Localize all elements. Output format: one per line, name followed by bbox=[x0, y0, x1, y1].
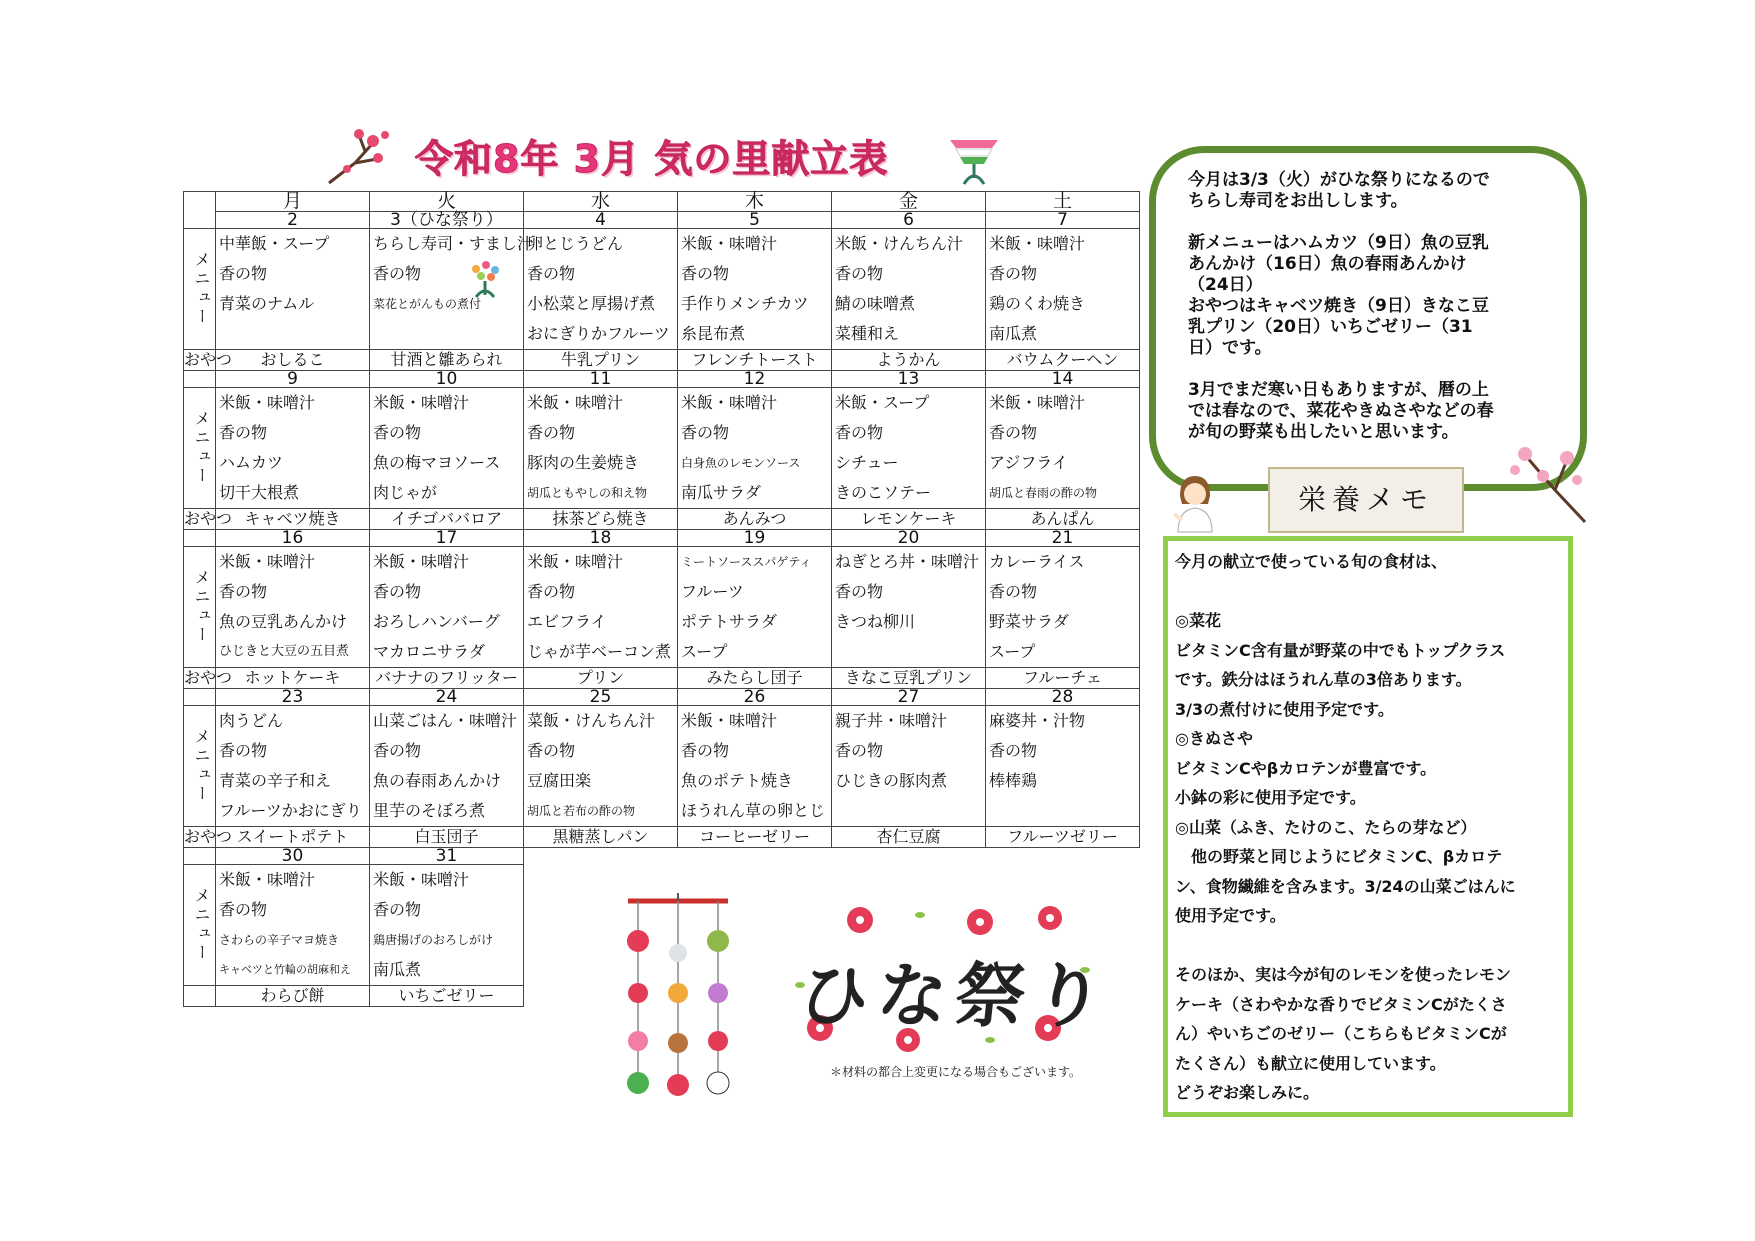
menu-item: 米飯・味噌汁 bbox=[370, 547, 524, 578]
menu-row-label: メニュー bbox=[184, 547, 216, 668]
menu-item: 魚の梅マヨソース bbox=[370, 448, 524, 478]
weekday-fri: 金 bbox=[832, 192, 986, 212]
menu-item: 米飯・味噌汁 bbox=[216, 388, 370, 419]
menu-item: 米飯・味噌汁 bbox=[216, 547, 370, 578]
menu-item: 香の物 bbox=[524, 259, 678, 289]
menu-item: スープ bbox=[678, 637, 832, 668]
bubble-line: 乳プリン（20日）いちごゼリー（31 bbox=[1188, 317, 1473, 337]
menu-item: 豆腐田楽 bbox=[524, 766, 678, 796]
date-cell: 12 bbox=[678, 371, 832, 388]
menu-item: ひじきの豚肉煮 bbox=[832, 766, 986, 796]
bubble-line: （24日） bbox=[1188, 275, 1263, 295]
menu-item: ポテトサラダ bbox=[678, 607, 832, 637]
date-cell: 19 bbox=[678, 530, 832, 547]
menu-item: 香の物 bbox=[216, 418, 370, 448]
hina-mobile-icon bbox=[608, 893, 748, 1108]
menu-item: 米飯・味噌汁 bbox=[524, 388, 678, 419]
snack-row-label: おやつ bbox=[184, 509, 233, 528]
menu-item: 山菜ごはん・味噌汁 bbox=[370, 706, 524, 737]
menu-item: フルーツ bbox=[678, 577, 832, 607]
date-cell: 2 bbox=[216, 212, 370, 229]
menu-item: 香の物 bbox=[678, 418, 832, 448]
date-cell: 17 bbox=[370, 530, 524, 547]
menu-item: 小松菜と厚揚げ煮 bbox=[524, 289, 678, 319]
menu-item: 鶏唐揚げのおろしがけ bbox=[370, 925, 524, 955]
menu-item: 麻婆丼・汁物 bbox=[986, 706, 1140, 737]
snack-item: バナナのフリッター bbox=[370, 668, 524, 689]
weekday-mon: 月 bbox=[216, 192, 370, 212]
menu-item: ほうれん草の卵とじ bbox=[678, 796, 832, 827]
date-cell: 25 bbox=[524, 689, 678, 706]
menu-item: 手作りメンチカツ bbox=[678, 289, 832, 319]
menu-item: 白身魚のレモンソース bbox=[678, 448, 832, 478]
footnote: ＊材料の都合上変更になる場合もございます。 bbox=[830, 1065, 1082, 1079]
menu-item: 胡瓜ともやしの和え物 bbox=[524, 478, 678, 509]
menu-item: 香の物 bbox=[524, 418, 678, 448]
menu-item: 香の物 bbox=[986, 577, 1140, 607]
menu-item: 香の物 bbox=[832, 736, 986, 766]
menu-item: 香の物 bbox=[370, 895, 524, 925]
snack-row-label: おやつ bbox=[184, 668, 233, 687]
date-cell: 18 bbox=[524, 530, 678, 547]
menu-item: ミートソーススパゲティ bbox=[678, 547, 832, 578]
menu-item: 香の物 bbox=[986, 259, 1140, 289]
date-cell: 30 bbox=[216, 848, 370, 865]
menu-item: 胡瓜と春雨の酢の物 bbox=[986, 478, 1140, 509]
snack-item: バウムクーヘン bbox=[986, 350, 1140, 371]
menu-item: 香の物 bbox=[370, 259, 524, 289]
menu-item: 南瓜煮 bbox=[986, 319, 1140, 350]
menu-item: 香の物 bbox=[216, 259, 370, 289]
menu-item: 菜種和え bbox=[832, 319, 986, 350]
date-cell: 31 bbox=[370, 848, 524, 865]
memo-line bbox=[1175, 931, 1567, 961]
menu-item: カレーライス bbox=[986, 547, 1140, 578]
menu-item: 香の物 bbox=[832, 418, 986, 448]
menu-item bbox=[832, 637, 986, 668]
plum-branch-right-icon bbox=[1505, 440, 1595, 525]
tree-icon bbox=[464, 259, 506, 299]
menu-row-label: メニュー bbox=[184, 388, 216, 509]
menu-item: フルーツかおにぎり bbox=[216, 796, 370, 827]
menu-item: 糸昆布煮 bbox=[678, 319, 832, 350]
memo-line: どうぞお楽しみに。 bbox=[1175, 1083, 1320, 1102]
snack-item: ホットケーキ bbox=[216, 668, 370, 689]
menu-item: キャベツと竹輪の胡麻和え bbox=[216, 955, 370, 986]
snack-item: イチゴババロア bbox=[370, 509, 524, 530]
date-cell: 23 bbox=[216, 689, 370, 706]
snack-item: 甘酒と雛あられ bbox=[370, 350, 524, 371]
plum-branch-icon bbox=[325, 125, 395, 187]
snack-row-label: おやつ bbox=[184, 350, 233, 369]
menu-item: 青菜の辛子和え bbox=[216, 766, 370, 796]
menu-item: 香の物 bbox=[370, 577, 524, 607]
menu-item: 青菜のナムル bbox=[216, 289, 370, 319]
menu-item: 胡瓜と若布の酢の物 bbox=[524, 796, 678, 827]
memo-line: 使用予定です。 bbox=[1175, 906, 1286, 925]
bubble-line: 3月でまだ寒い日もありますが、暦の上 bbox=[1188, 380, 1489, 400]
nutritionist-icon bbox=[1170, 470, 1220, 532]
menu-item: 香の物 bbox=[524, 577, 678, 607]
menu-item: 菜花とがんもの煮付 bbox=[370, 289, 524, 319]
page-title: 令和8年 3月 気の里献立表 bbox=[415, 137, 889, 181]
menu-item bbox=[216, 319, 370, 350]
menu-item: スープ bbox=[986, 637, 1140, 668]
menu-item bbox=[986, 796, 1140, 827]
menu-item: 豚肉の生姜焼き bbox=[524, 448, 678, 478]
snack-item: 白玉団子 bbox=[370, 827, 524, 848]
date-cell: 4 bbox=[524, 212, 678, 229]
date-cell: 11 bbox=[524, 371, 678, 388]
date-cell: 6 bbox=[832, 212, 986, 229]
menu-item bbox=[832, 796, 986, 827]
date-cell: 9 bbox=[216, 371, 370, 388]
memo-line: たくさん）も献立に使用しています。 bbox=[1175, 1053, 1446, 1073]
menu-item: 卵とじうどん bbox=[524, 229, 678, 260]
menu-item: 親子丼・味噌汁 bbox=[832, 706, 986, 737]
memo-line: ◎きぬさや bbox=[1175, 729, 1253, 748]
menu-item: 香の物 bbox=[986, 736, 1140, 766]
snack-item: レモンケーキ bbox=[832, 509, 986, 530]
date-cell: 26 bbox=[678, 689, 832, 706]
snack-item: スイートポテト bbox=[216, 827, 370, 848]
menu-item: 里芋のそぼろ煮 bbox=[370, 796, 524, 827]
menu-item: 香の物 bbox=[832, 577, 986, 607]
snack-item: 杏仁豆腐 bbox=[832, 827, 986, 848]
menu-item: 米飯・スープ bbox=[832, 388, 986, 419]
bubble-line: ちらし寿司をお出しします。 bbox=[1188, 191, 1408, 211]
menu-item: 鶏のくわ焼き bbox=[986, 289, 1140, 319]
menu-item: 棒棒鶏 bbox=[986, 766, 1140, 796]
menu-item: マカロニサラダ bbox=[370, 637, 524, 668]
snack-item: あんぱん bbox=[986, 509, 1140, 530]
menu-item: 米飯・けんちん汁 bbox=[832, 229, 986, 260]
menu-row-label: メニュー bbox=[184, 865, 216, 986]
memo-line: ビタミンC含有量が野菜の中でもトップクラス bbox=[1175, 640, 1506, 660]
menu-item: 菜飯・けんちん汁 bbox=[524, 706, 678, 737]
menu-item: 香の物 bbox=[524, 736, 678, 766]
menu-item: 香の物 bbox=[216, 577, 370, 607]
menu-item: 中華飯・スープ bbox=[216, 229, 370, 260]
weekday-tue: 火 bbox=[370, 192, 524, 212]
memo-line: 3/3の煮付けに使用予定です。 bbox=[1175, 699, 1394, 719]
menu-item: 米飯・味噌汁 bbox=[986, 229, 1140, 260]
menu-table bbox=[183, 191, 1140, 1007]
menu-item: エビフライ bbox=[524, 607, 678, 637]
snack-item: ようかん bbox=[832, 350, 986, 371]
menu-item: 魚の豆乳あんかけ bbox=[216, 607, 370, 637]
snack-item: あんみつ bbox=[678, 509, 832, 530]
bubble-line bbox=[1188, 359, 1563, 380]
menu-item: 香の物 bbox=[832, 259, 986, 289]
bubble-line: あんかけ（16日）魚の春雨あんかけ bbox=[1188, 254, 1467, 274]
snack-item: フルーチェ bbox=[986, 668, 1140, 689]
snack-item: コーヒーゼリー bbox=[678, 827, 832, 848]
weekday-sat: 土 bbox=[986, 192, 1140, 212]
menu-item bbox=[370, 319, 524, 350]
menu-item: 香の物 bbox=[986, 418, 1140, 448]
date-cell: 7 bbox=[986, 212, 1140, 229]
bubble-line: 日）です。 bbox=[1188, 338, 1272, 358]
memo-line: ケーキ（さわやかな香りでビタミンCがたくさ bbox=[1175, 994, 1507, 1014]
menu-item: 香の物 bbox=[216, 895, 370, 925]
menu-item: ねぎとろ丼・味噌汁 bbox=[832, 547, 986, 578]
date-cell: 20 bbox=[832, 530, 986, 547]
bubble-line: 新メニューはハムカツ（9日）魚の豆乳 bbox=[1188, 233, 1489, 253]
snack-row-label: おやつ bbox=[184, 827, 233, 846]
date-cell: 13 bbox=[832, 371, 986, 388]
menu-item: ハムカツ bbox=[216, 448, 370, 478]
weekday-wed: 水 bbox=[524, 192, 678, 212]
menu-item: きのこソテー bbox=[832, 478, 986, 509]
date-cell: 28 bbox=[986, 689, 1140, 706]
memo-line: ◎菜花 bbox=[1175, 611, 1221, 630]
menu-item: おにぎりかフルーツ bbox=[524, 319, 678, 350]
memo-title: 栄養メモ bbox=[1268, 467, 1464, 533]
bubble-line: では春なので、菜花やきぬさやなどの春 bbox=[1188, 401, 1494, 421]
menu-item: 香の物 bbox=[678, 736, 832, 766]
snack-item: わらび餅 bbox=[216, 986, 370, 1007]
snack-item: みたらし団子 bbox=[678, 668, 832, 689]
memo-line: ビタミンCやβカロテンが豊富です。 bbox=[1175, 758, 1437, 778]
snack-item: いちごゼリー bbox=[370, 986, 524, 1007]
menu-item: 米飯・味噌汁 bbox=[370, 388, 524, 419]
menu-item: 南瓜サラダ bbox=[678, 478, 832, 509]
menu-item: 米飯・味噌汁 bbox=[678, 229, 832, 260]
menu-item: 魚の春雨あんかけ bbox=[370, 766, 524, 796]
menu-item: さわらの辛子マヨ焼き bbox=[216, 925, 370, 955]
memo-line: ン、食物繊維を含みます。3/24の山菜ごはんに bbox=[1175, 876, 1516, 896]
date-cell: 5 bbox=[678, 212, 832, 229]
memo-line: ん）やいちごのゼリー（こちらもビタミンCが bbox=[1175, 1024, 1507, 1043]
menu-item: 魚のポテト焼き bbox=[678, 766, 832, 796]
memo-line: そのほか、実は今が旬のレモンを使ったレモン bbox=[1175, 965, 1512, 984]
date-cell: 14 bbox=[986, 371, 1140, 388]
menu-item: 米飯・味噌汁 bbox=[216, 865, 370, 896]
snack-item: プリン bbox=[524, 668, 678, 689]
menu-item: 野菜サラダ bbox=[986, 607, 1140, 637]
menu-item: きつね柳川 bbox=[832, 607, 986, 637]
bubble-line: 今月は3/3（火）がひな祭りになるので bbox=[1188, 170, 1490, 190]
memo-text bbox=[1175, 547, 1567, 1108]
menu-item: 米飯・味噌汁 bbox=[370, 865, 524, 896]
menu-item: 米飯・味噌汁 bbox=[678, 388, 832, 419]
date-cell: 3（ひな祭り） bbox=[370, 212, 524, 229]
menu-item: じゃが芋ベーコン煮 bbox=[524, 637, 678, 668]
bubble-text bbox=[1188, 170, 1563, 443]
snack-item: フルーツゼリー bbox=[986, 827, 1140, 848]
memo-line: 他の野菜と同じようにビタミンC、βカロテ bbox=[1175, 847, 1503, 866]
hishimochi-icon bbox=[944, 132, 1004, 187]
menu-item: 南瓜煮 bbox=[370, 955, 524, 986]
menu-row-label: メニュー bbox=[184, 706, 216, 827]
bubble-line: おやつはキャベツ焼き（9日）きなこ豆 bbox=[1188, 296, 1489, 316]
menu-item: ひじきと大豆の五目煮 bbox=[216, 637, 370, 668]
menu-item: 米飯・味噌汁 bbox=[678, 706, 832, 737]
menu-row-label: メニュー bbox=[184, 229, 216, 350]
snack-item: 牛乳プリン bbox=[524, 350, 678, 371]
bubble-line: が旬の野菜も出したいと思います。 bbox=[1188, 422, 1459, 442]
hina-matsuri-title: ひな祭り bbox=[795, 955, 1116, 1037]
menu-item: 切干大根煮 bbox=[216, 478, 370, 509]
memo-line: です。鉄分はほうれん草の3倍あります。 bbox=[1175, 670, 1472, 689]
date-cell: 24 bbox=[370, 689, 524, 706]
menu-item: 肉うどん bbox=[216, 706, 370, 737]
date-cell: 21 bbox=[986, 530, 1140, 547]
snack-item: 抹茶どら焼き bbox=[524, 509, 678, 530]
menu-item: 米飯・味噌汁 bbox=[986, 388, 1140, 419]
menu-item: 香の物 bbox=[678, 259, 832, 289]
date-cell: 10 bbox=[370, 371, 524, 388]
snack-item: おしるこ bbox=[216, 350, 370, 371]
bubble-line bbox=[1188, 212, 1563, 233]
snack-item: きなこ豆乳プリン bbox=[832, 668, 986, 689]
weekday-thu: 木 bbox=[678, 192, 832, 212]
menu-item: シチュー bbox=[832, 448, 986, 478]
menu-item: ちらし寿司・すまし汁 bbox=[370, 229, 524, 260]
menu-item: アジフライ bbox=[986, 448, 1140, 478]
menu-item: おろしハンバーグ bbox=[370, 607, 524, 637]
date-cell: 16 bbox=[216, 530, 370, 547]
menu-item: 肉じゃが bbox=[370, 478, 524, 509]
menu-item: 香の物 bbox=[216, 736, 370, 766]
snack-item: 黒糖蒸しパン bbox=[524, 827, 678, 848]
menu-item: 鯖の味噌煮 bbox=[832, 289, 986, 319]
memo-line: ◎山菜（ふき、たけのこ、たらの芽など） bbox=[1175, 817, 1477, 837]
memo-line bbox=[1175, 577, 1567, 607]
date-cell: 27 bbox=[832, 689, 986, 706]
menu-item: 香の物 bbox=[370, 736, 524, 766]
menu-item: 米飯・味噌汁 bbox=[524, 547, 678, 578]
memo-line: 今月の献立で使っている旬の食材は、 bbox=[1175, 552, 1448, 571]
snack-item: フレンチトースト bbox=[678, 350, 832, 371]
memo-line: 小鉢の彩に使用予定です。 bbox=[1175, 788, 1366, 807]
snack-item: キャベツ焼き bbox=[216, 509, 370, 530]
menu-item: 香の物 bbox=[370, 418, 524, 448]
